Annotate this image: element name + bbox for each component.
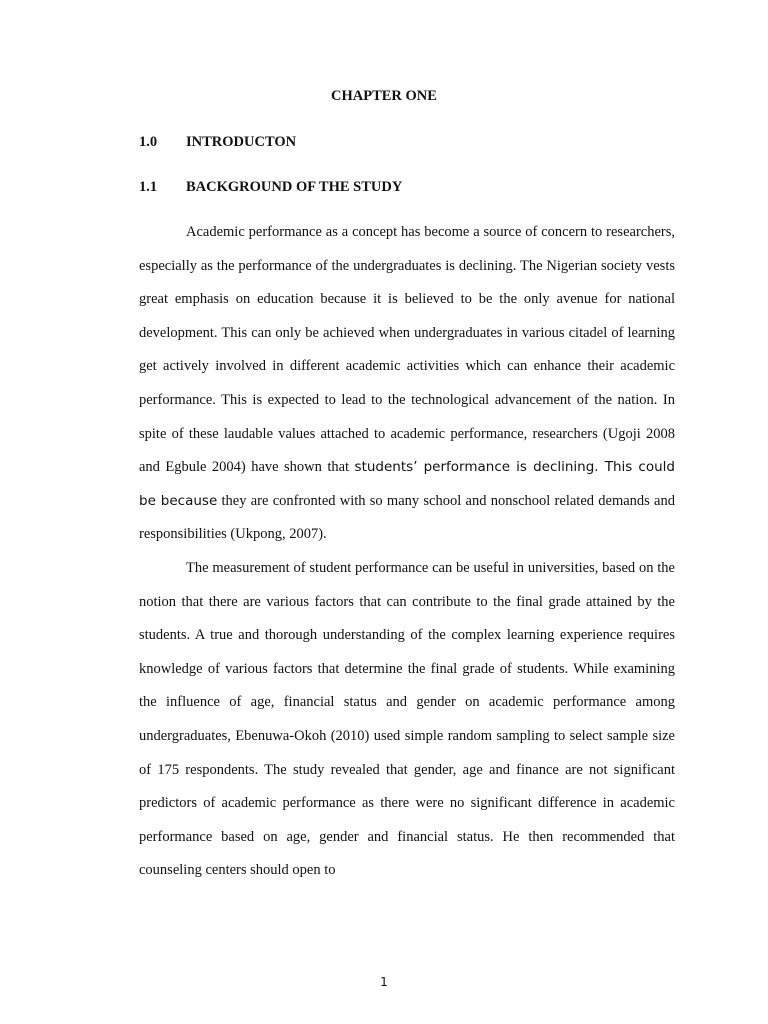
chapter-title: CHAPTER ONE xyxy=(331,88,437,104)
paragraph-text: Academic performance as a concept has become a source of concern to researchers, especially as the performance of the undergraduates is declining. The Nigerian society vests great emphasis on education because it is believed to be the only avenue for national development. This can only be achieved when undergraduates in various citadel of learning get actively involved in different academic activities which can enhance their academic performance. This is expected to lead to the technological advancement of the nation. In spite of these laudable values attached to academic performance, researchers (Ugoji 2008 and Egbule 2004) have shown that xyxy=(139,224,675,476)
body-text xyxy=(139,216,675,888)
paragraph: The measurement of student performance can be useful in universities, based on the notion that there are various factors that can contribute to the final grade attained by the students. A true and thorough understanding of the complex learning experience requires knowledge of various factors that determine the final grade of students. While examining the influence of age, financial status and gender on academic performance among undergraduates, Ebenuwa-Okoh (2010) used simple random sampling to select sample size of 175 respondents. The study revealed that gender, age and finance are not significant predictors of academic performance as there were no significant difference in academic performance based on age, gender and financial status. He then recommended that counseling centers should open to xyxy=(139,559,675,879)
section-heading-introduction xyxy=(139,134,296,151)
section-number: 1.1 xyxy=(139,179,158,195)
paragraph-text: they are confronted with so many school and nonschool related demands and responsibilities (Ukpong, 2007). xyxy=(139,492,675,543)
section-heading-background xyxy=(139,179,402,196)
paragraph xyxy=(139,216,675,552)
paragraph-text-alt-font: students’ performance is declining. This could be because xyxy=(139,459,675,509)
page-number: 1 xyxy=(380,975,388,989)
section-number: 1.0 xyxy=(139,134,158,150)
section-title: BACKGROUND OF THE STUDY xyxy=(186,179,403,195)
section-title: INTRODUCTON xyxy=(186,134,297,150)
